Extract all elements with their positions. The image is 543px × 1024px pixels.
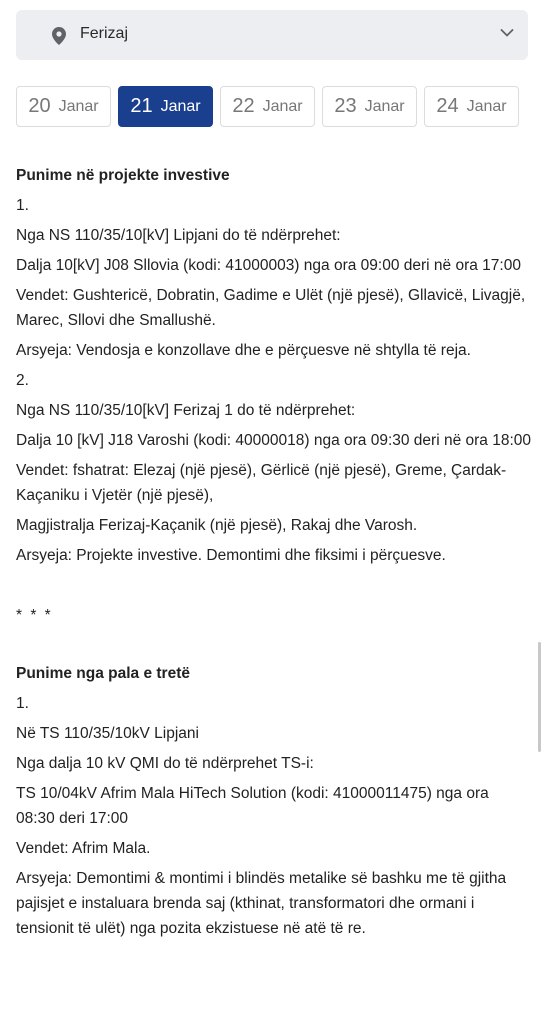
date-tab-day: 23 <box>334 95 357 117</box>
spacer <box>16 573 531 603</box>
section-title-third-party: Punime nga pala e tretë <box>16 665 190 682</box>
date-tab-day: 24 <box>436 95 459 117</box>
date-tabs <box>16 86 519 127</box>
date-tab-day: 21 <box>130 95 153 117</box>
location-select[interactable] <box>16 10 528 60</box>
item-source: Nga NS 110/35/10[kV] Ferizaj 1 do të ndërprehet: <box>16 402 356 419</box>
item-places: Vendet: fshatrat: Elezaj (një pjesë), Gërlicë (një pjesë), Greme, Çardak-Kaçaniku i Vjetër (një pjesë), <box>16 462 507 504</box>
item-reason: Arsyeja: Projekte investive. Demontimi dhe fiksimi i përçuesve. <box>16 547 446 564</box>
date-tab-20[interactable] <box>16 86 111 127</box>
item-number: 1. <box>16 197 29 214</box>
spacer <box>16 633 531 661</box>
item-source: Nga NS 110/35/10[kV] Lipjani do të ndërprehet: <box>16 227 341 244</box>
date-tab-month: Janar <box>58 97 99 115</box>
section-separator: * * * <box>16 607 53 624</box>
item-feeder: Dalja 10[kV] J08 Sllovia (kodi: 41000003) nga ora 09:00 deri në ora 17:00 <box>16 257 521 274</box>
date-tab-23[interactable] <box>322 86 417 127</box>
item-places: Vendet: Gushtericë, Dobratin, Gadime e Ulët (një pjesë), Gllavicë, Livagjë, Marec, Sllovi dhe Smallushë. <box>16 287 526 329</box>
chevron-down-icon <box>500 28 514 38</box>
section-title-investment: Punime në projekte investive <box>16 167 230 184</box>
item-feeder: Nga dalja 10 kV QMI do të ndërprehet TS-i: <box>16 755 314 772</box>
date-tab-month: Janar <box>466 97 507 115</box>
date-tab-month: Janar <box>262 97 303 115</box>
location-value: Ferizaj <box>80 25 129 42</box>
outage-content <box>16 163 531 946</box>
item-places-continued: Magjistralja Ferizaj-Kaçanik (një pjesë), Rakaj dhe Varosh. <box>16 517 418 534</box>
item-substation: TS 10/04kV Afrim Mala HiTech Solution (kodi: 41000011475) nga ora 08:30 deri 17:00 <box>16 785 489 827</box>
date-tab-day: 22 <box>232 95 255 117</box>
date-tab-day: 20 <box>28 95 51 117</box>
scrollbar[interactable] <box>538 642 541 752</box>
date-tab-month: Janar <box>364 97 405 115</box>
location-pin-icon <box>52 27 66 45</box>
item-number: 1. <box>16 695 29 712</box>
item-reason: Arsyeja: Demontimi & montimi i blindës metalike së bashku me të gjitha pajisjet e instaluara brenda saj (kthinat, transformatori dhe ormani i tensionit të ulët) nga pozita ekzistuese në atë të re. <box>16 870 507 937</box>
date-tab-22[interactable] <box>220 86 315 127</box>
date-tab-24[interactable] <box>424 86 519 127</box>
item-reason: Arsyeja: Vendosja e konzollave dhe e përçuesve në shtylla të reja. <box>16 342 471 359</box>
date-tab-21[interactable] <box>118 86 213 127</box>
item-places: Vendet: Afrim Mala. <box>16 840 151 857</box>
date-tab-month: Janar <box>160 97 201 115</box>
item-feeder: Dalja 10 [kV] J18 Varoshi (kodi: 40000018) nga ora 09:30 deri në ora 18:00 <box>16 432 531 449</box>
item-number: 2. <box>16 372 29 389</box>
item-source: Në TS 110/35/10kV Lipjani <box>16 725 199 742</box>
